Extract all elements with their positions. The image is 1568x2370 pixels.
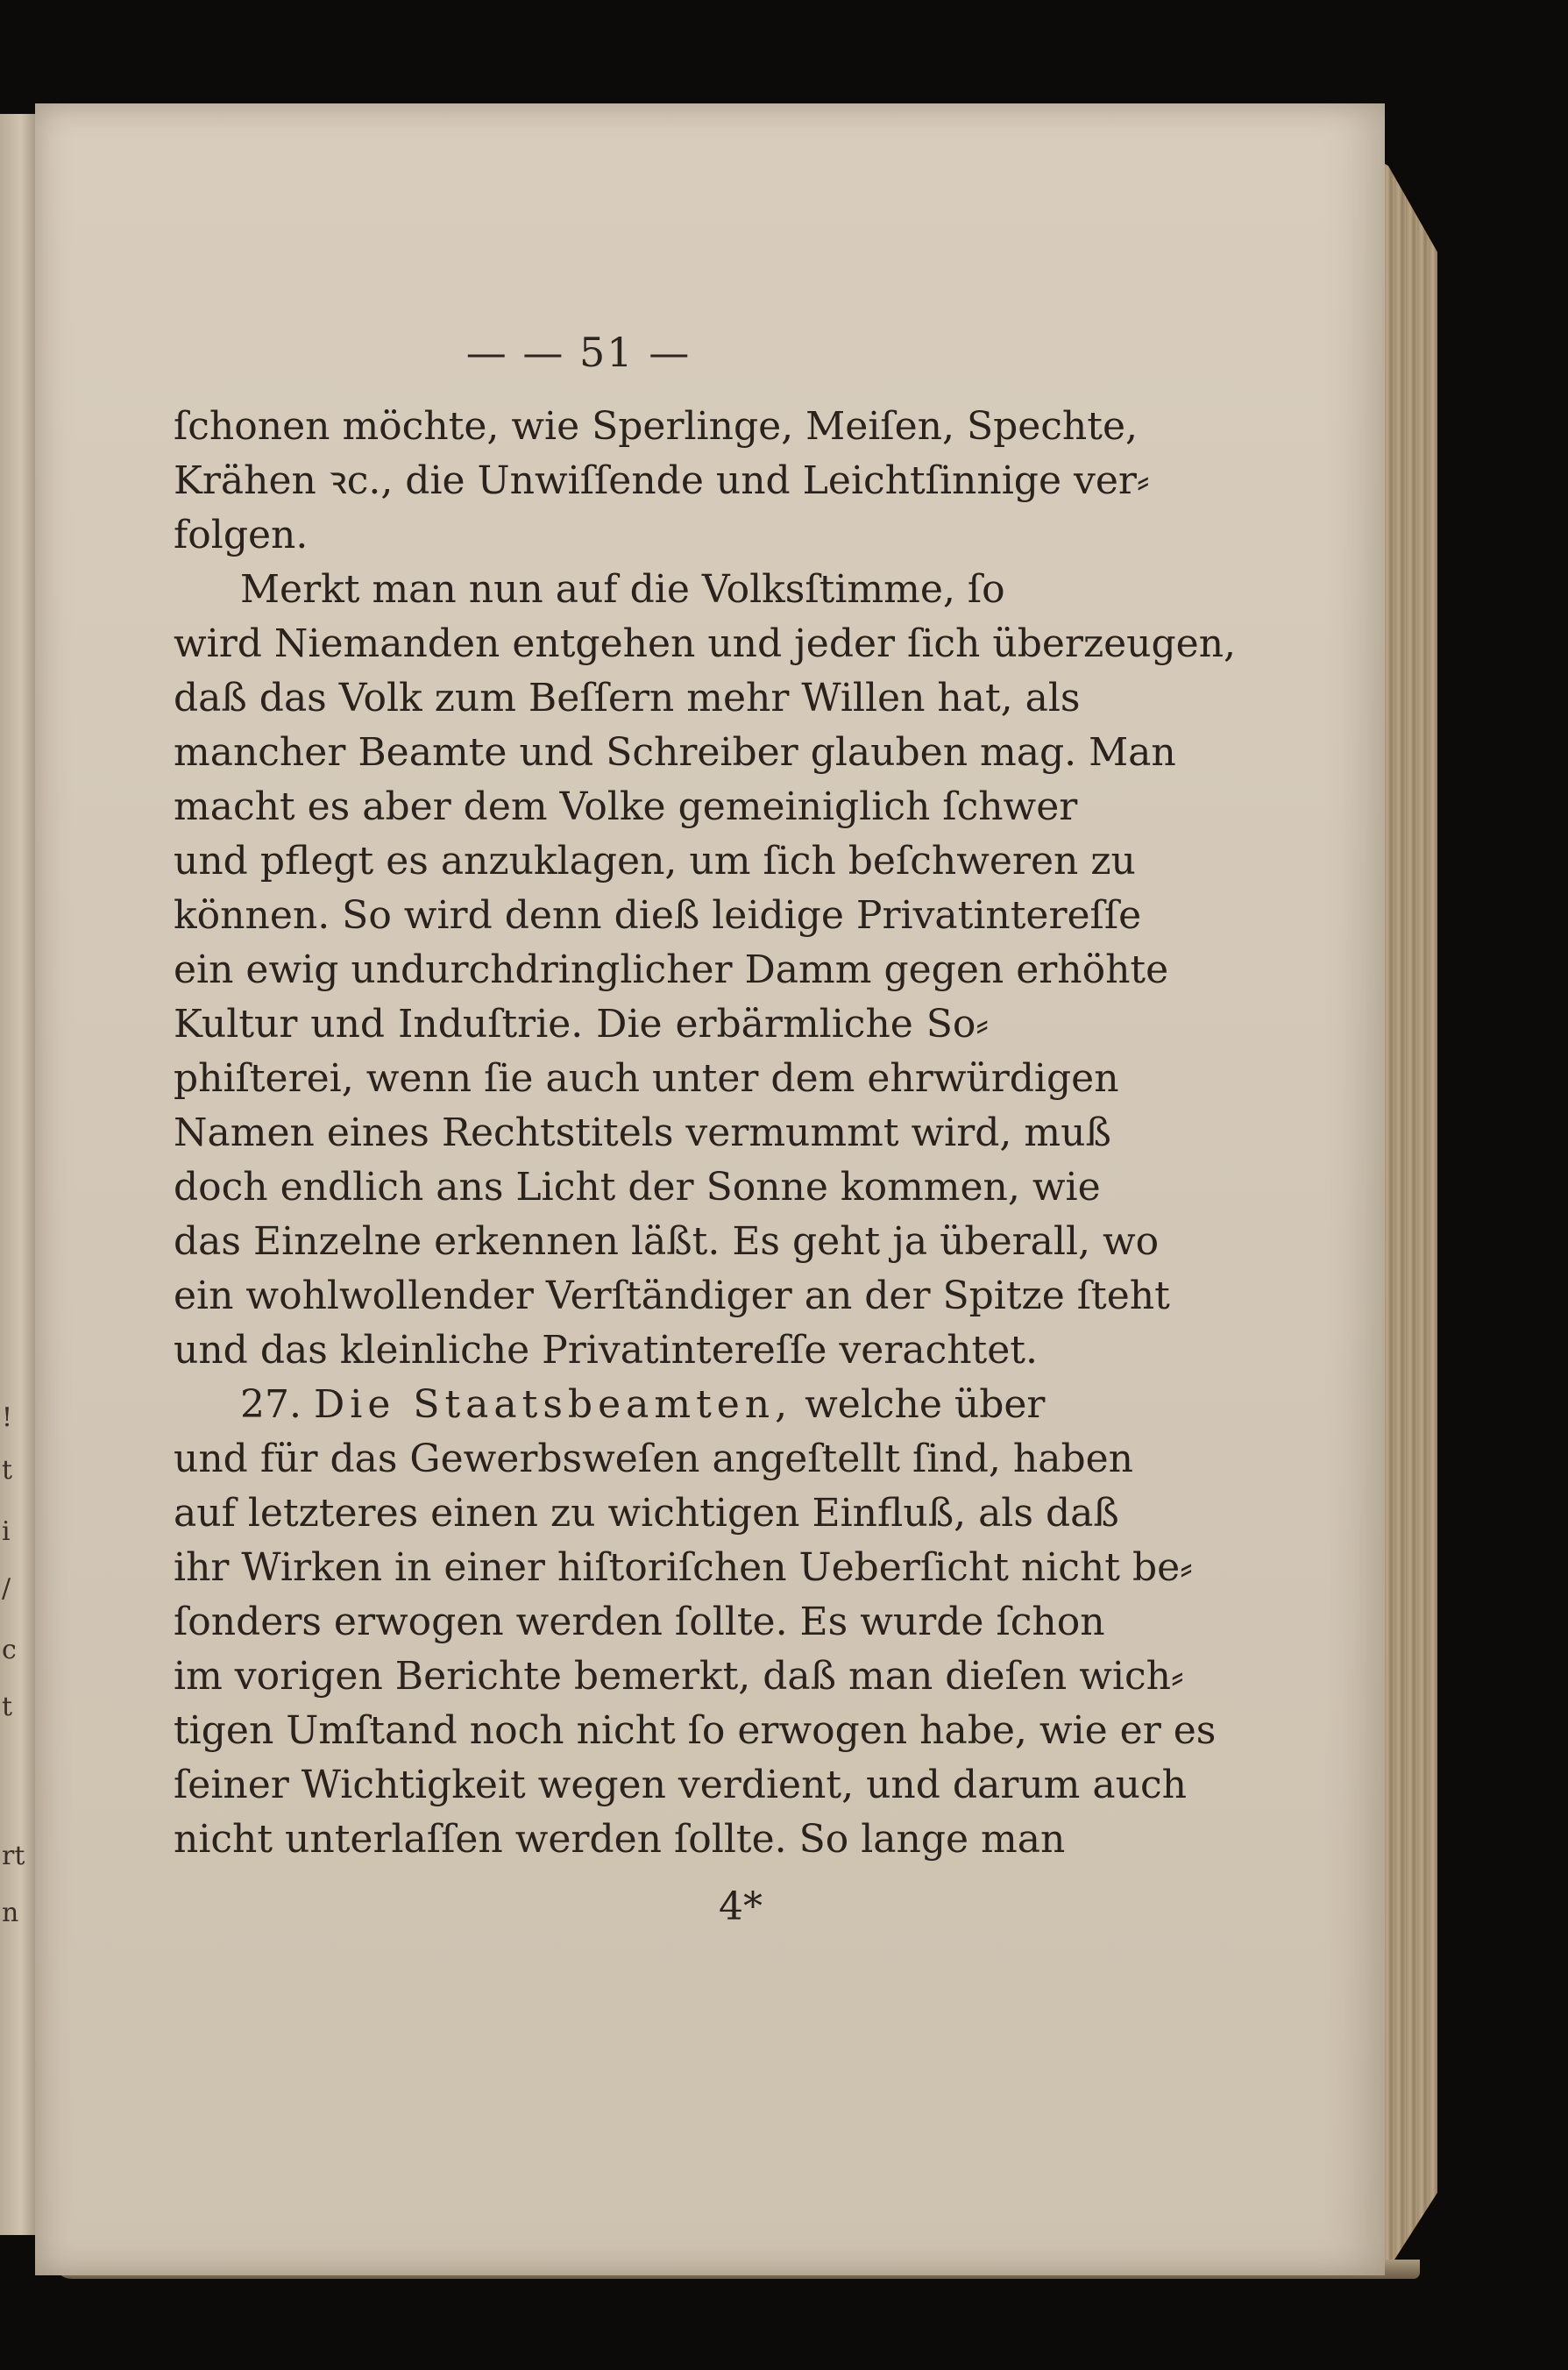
text-line: und pflegt es anzuklagen, um ſich beſchweren zu (174, 839, 1136, 883)
section-emphasis: Die Staatsbeamten, (313, 1382, 793, 1427)
margin-fragment: rt (2, 1841, 25, 1871)
text-line: tigen Umſtand noch nicht ſo erwogen habe, wie er es (174, 1708, 1217, 1753)
margin-fragment: t (2, 1692, 13, 1722)
text-line: wird Niemanden entgehen und jeder ſich überzeugen, (174, 621, 1237, 666)
body-text (174, 400, 1237, 1867)
margin-fragment: i (2, 1516, 11, 1547)
text-line: mancher Beamte und Schreiber glauben mag. Man (174, 730, 1176, 775)
margin-fragment: t (2, 1455, 13, 1486)
text-line: ein ewig undurchdringlicher Damm gegen erhöhte (174, 947, 1169, 992)
text-line: Krähen ꝛc., die Unwiſſende und Leichtſinnige ver⸗ (174, 458, 1150, 503)
section-heading-line (174, 1378, 1046, 1432)
text-line: nicht unterlaſſen werden ſollte. So lange man (174, 1817, 1066, 1862)
margin-fragment: c (2, 1635, 17, 1665)
text-line: und für das Gewerbsweſen angeſtellt ſind, haben (174, 1437, 1133, 1481)
text-line: auf letzteres einen zu wichtigen Einfluß, als daß (174, 1491, 1119, 1536)
text-line: macht es aber dem Volke gemeiniglich ſchwer (174, 784, 1078, 829)
margin-fragment: / (2, 1573, 11, 1604)
text-line: ſonders erwogen werden ſollte. Es wurde ſchon (174, 1600, 1105, 1644)
text-line: Kultur und Induſtrie. Die erbärmliche So⸗ (174, 1002, 989, 1047)
text-line: Namen eines Rechtstitels vermummt wird, muß (174, 1110, 1111, 1155)
section-number: 27. (240, 1382, 302, 1427)
text-line: ein wohlwollender Verſtändiger an der Spitze ſteht (174, 1274, 1170, 1318)
text-line: können. So wird denn dieß leidige Privatintereſſe (174, 893, 1142, 938)
margin-fragment: ! (2, 1402, 13, 1433)
text-line: im vorigen Berichte bemerkt, daß man dieſen wich⸗ (174, 1654, 1184, 1699)
text-line: ſeiner Wichtigkeit wegen verdient, und darum auch (174, 1763, 1187, 1807)
text-line: das Einzelne erkennen läßt. Es geht ja überall, wo (174, 1219, 1160, 1264)
text-line: daß das Volk zum Beſſern mehr Willen hat, als (174, 676, 1081, 720)
page-number-header: — — 51 — (465, 329, 692, 376)
text-line: folgen. (174, 513, 309, 557)
text-line: Merkt man nun auf die Volksſtimme, ſo (240, 567, 1005, 612)
text-line: und das kleinliche Privatintereſſe verachtet. (174, 1328, 1038, 1373)
text-line: ihr Wirken in einer hiſtoriſchen Ueberſicht nicht be⸗ (174, 1545, 1193, 1590)
text-line: ſchonen möchte, wie Sperlinge, Meiſen, Spechte, (174, 404, 1138, 449)
section-line-rest: welche über (792, 1382, 1046, 1427)
text-line: phiſterei, wenn ſie auch unter dem ehrwürdigen (174, 1056, 1119, 1101)
left-page-edge (0, 114, 35, 2235)
signature-mark: 4* (719, 1884, 763, 1929)
text-line: doch endlich ans Licht der Sonne kommen, wie (174, 1165, 1101, 1210)
margin-fragment: n (2, 1898, 19, 1928)
